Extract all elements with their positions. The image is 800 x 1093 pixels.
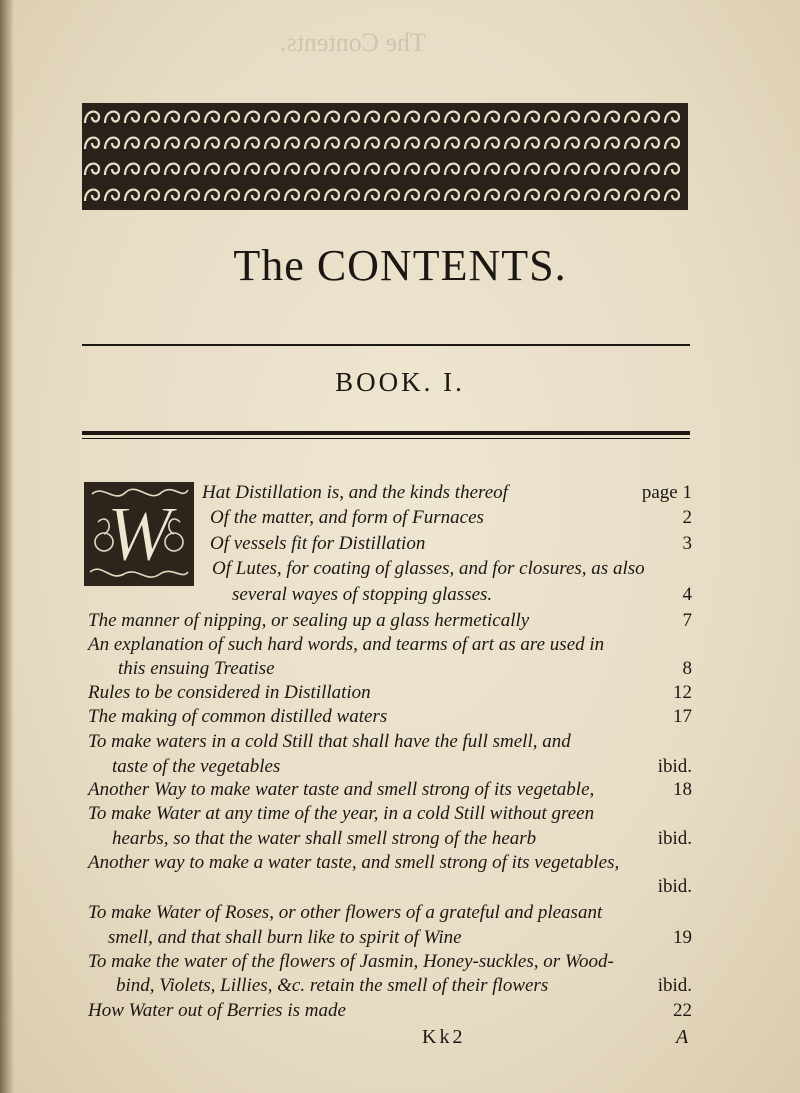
toc-entry-page: 4 bbox=[682, 584, 692, 605]
toc-entry-page: 18 bbox=[673, 779, 692, 800]
toc-entry-page: 17 bbox=[673, 706, 692, 727]
toc-entry-text: Another Way to make water taste and smell strong of its vegetable, bbox=[88, 779, 595, 800]
toc-entry-text: several wayes of stopping glasses. bbox=[232, 584, 493, 605]
decorated-drop-cap bbox=[84, 482, 194, 586]
toc-entry-text: Of vessels fit for Distillation bbox=[210, 533, 426, 554]
toc-entry-page: 8 bbox=[682, 658, 692, 679]
toc-entry-text: Rules to be considered in Distillation bbox=[88, 682, 371, 703]
toc-entry-page: 22 bbox=[673, 1000, 692, 1021]
toc-entry-text: An explanation of such hard words, and tearms of art as are used in bbox=[88, 634, 605, 655]
toc-entry-text: To make Water of Roses, or other flowers of a grateful and pleasant bbox=[88, 902, 603, 923]
toc-entry-text: this ensuing Treatise bbox=[118, 658, 275, 679]
toc-entry-text: To make waters in a cold Still that shall have the full smell, and bbox=[88, 731, 571, 752]
toc-entry-text: Another way to make a water taste, and smell strong of its vegetables, bbox=[88, 852, 620, 873]
top-rule bbox=[82, 344, 690, 346]
toc-entry-page: 3 bbox=[682, 533, 692, 554]
signature-mark: Kk2 bbox=[422, 1026, 466, 1048]
toc-entry-page: 2 bbox=[682, 507, 692, 528]
toc-entry-page: 12 bbox=[673, 682, 692, 703]
toc-entry-page: ibid. bbox=[657, 975, 692, 996]
toc-entry-text: Of the matter, and form of Furnaces bbox=[210, 507, 484, 528]
book-heading: BOOK. I. bbox=[335, 367, 465, 397]
toc-entry-page: ibid. bbox=[657, 876, 692, 897]
bottom-rule-thin bbox=[82, 438, 690, 439]
drop-cap-letter: W bbox=[106, 490, 172, 577]
toc-entry-page: page 1 bbox=[641, 482, 692, 503]
toc-entry-text: smell, and that shall burn like to spirit of Wine bbox=[108, 927, 462, 948]
toc-entry-text: hearbs, so that the water shall smell strong of the hearb bbox=[112, 828, 537, 849]
toc-entry-text: To make Water at any time of the year, in a cold Still without green bbox=[88, 803, 595, 824]
toc-entry-text: bind, Violets, Lillies, &c. retain the smell of their flowers bbox=[116, 975, 549, 996]
toc-entry-page: ibid. bbox=[657, 756, 692, 777]
toc-entry-text: How Water out of Berries is made bbox=[88, 1000, 346, 1021]
toc-entry-text: Of Lutes, for coating of glasses, and for closures, as also bbox=[212, 558, 645, 579]
toc-entry-page: ibid. bbox=[657, 828, 692, 849]
toc-entry-text: taste of the vegetables bbox=[112, 756, 281, 777]
bottom-rule bbox=[82, 431, 690, 435]
toc-entry-page: 7 bbox=[682, 610, 692, 631]
toc-entry-text: The making of common distilled waters bbox=[88, 706, 388, 727]
toc-entry-text: To make the water of the flowers of Jasmin, Honey-suckles, or Wood- bbox=[88, 951, 614, 972]
toc-entry-page: 19 bbox=[673, 927, 692, 948]
show-through-text: The Contents. bbox=[280, 28, 426, 57]
page-title: The CONTENTS. bbox=[233, 241, 567, 290]
toc-entry-text: Hat Distillation is, and the kinds thereof bbox=[202, 482, 508, 503]
ornamental-headpiece bbox=[82, 103, 688, 210]
toc-entry-text: The manner of nipping, or sealing up a glass hermetically bbox=[88, 610, 530, 631]
catchword: A bbox=[676, 1026, 689, 1048]
